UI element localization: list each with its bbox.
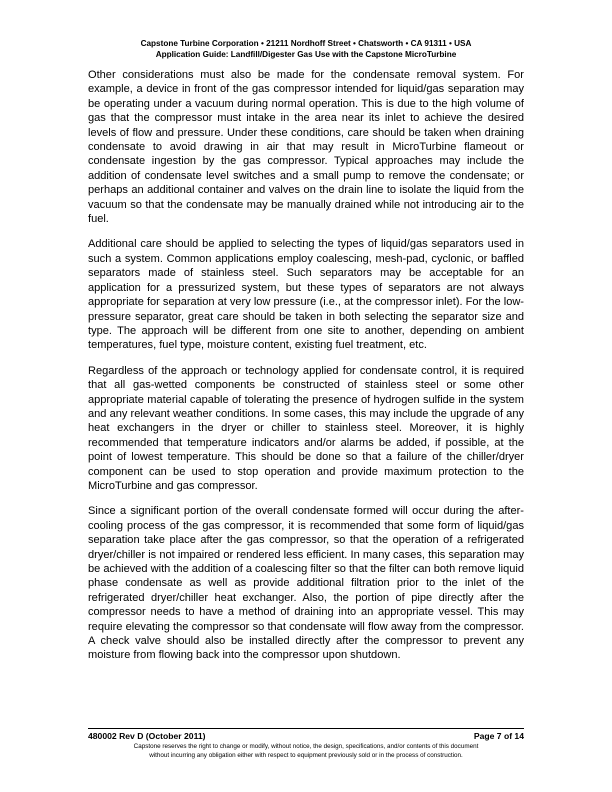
paragraph-condensate-removal: Other considerations must also be made for the condensate removal system. For example, a device in front of the gas compressor intended for liquid/gas separation may be operating under a vacuum during normal operation. This is due to the high volume of gas that the compressor must intake in the area near its inlet to achieve the desired levels of flow and pressure. Under these conditions, care should be taken when draining condensate to avoid drawing in air that may result in MicroTurbine flameout or condensate ingestion by the gas compressor. Typical approaches may include the addition of condensate level switches and a small pump to remove the condensate; or perhaps an additional container and valves on the drain line to isolate the liquid from the vacuum so that the condensate may be manually drained while not introducing air to the fuel. bbox=[88, 69, 524, 226]
page-header bbox=[72, 38, 540, 60]
legal-notice bbox=[88, 743, 524, 760]
footer-top-row bbox=[88, 731, 524, 742]
header-guide-title: Application Guide: Landfill/Digester Gas Use with the Capstone MicroTurbine bbox=[155, 50, 457, 59]
paragraph-materials-protection: Regardless of the approach or technology applied for condensate control, it is required that all gas-wetted components be constructed of stainless steel or some other appropriate material capable of tolerating the presence of hydrogen sulfide in the system and any relevant weather conditions. In some cases, this may include the upgrade of any heat exchangers in the dryer or chiller to stainless steel. Moreover, it is highly recommended that temperature indicators and/or alarms be added, if possible, at the point of lowest temperature. This should be done so that a failure of the chiller/dryer component can be used to stop operation and provide maximum protection to the MicroTurbine and gas compressor. bbox=[88, 364, 524, 492]
page-footer bbox=[88, 728, 524, 760]
paragraph-separator-selection: Additional care should be applied to selecting the types of liquid/gas separators used in such a system. Common applications employ coalescing, mesh-pad, cyclonic, or baffled separators made of stainless steel. Such separators may be acceptable for an application for a pressurized system, but these types of separators are not always appropriate for separation at very low pressure (i.e., at the compressor inlet). For the low-pressure separator, great care should be taken in both selecting the separator size and type. The approach will be different from one site to another, depending on ambient temperatures, fuel type, moisture content, existing fuel treatment, etc. bbox=[88, 238, 524, 352]
legal-notice-line-1: Capstone reserves the right to change or modify, without notice, the design, specifications, and/or contents of this document bbox=[133, 743, 479, 750]
header-company-address: Capstone Turbine Corporation • 21211 Nordhoff Street • Chatsworth • CA 91311 • USA bbox=[140, 39, 472, 48]
legal-notice-line-2: without incurring any obligation either with respect to equipment previously sold or in the process of construction. bbox=[149, 751, 463, 759]
document-body bbox=[88, 68, 524, 674]
page-number: Page 7 of 14 bbox=[473, 731, 524, 741]
document-revision: 480002 Rev D (October 2011) bbox=[88, 731, 206, 741]
paragraph-after-cooling: Since a significant portion of the overall condensate formed will occur during the after-cooling process of the gas compressor, it is recommended that some form of liquid/gas separation take place after the gas compressor, so that the operation of a refrigerated dryer/chiller is not impaired or rendered less efficient. In many cases, this separation may be achieved with the addition of a coalescing filter so that the filter can both remove liquid phase condensate as well as provide additional filtration prior to the inlet of the refrigerated dryer/chiller heat exchanger. Also, the portion of pipe directly after the compressor needs to have a method of draining into an appropriate vessel. This may require elevating the compressor so that condensate will flow away from the compressor. A check valve should also be installed directly after the compressor to prevent any moisture from flowing back into the compressor upon shutdown. bbox=[88, 505, 524, 662]
footer-divider bbox=[88, 728, 524, 729]
